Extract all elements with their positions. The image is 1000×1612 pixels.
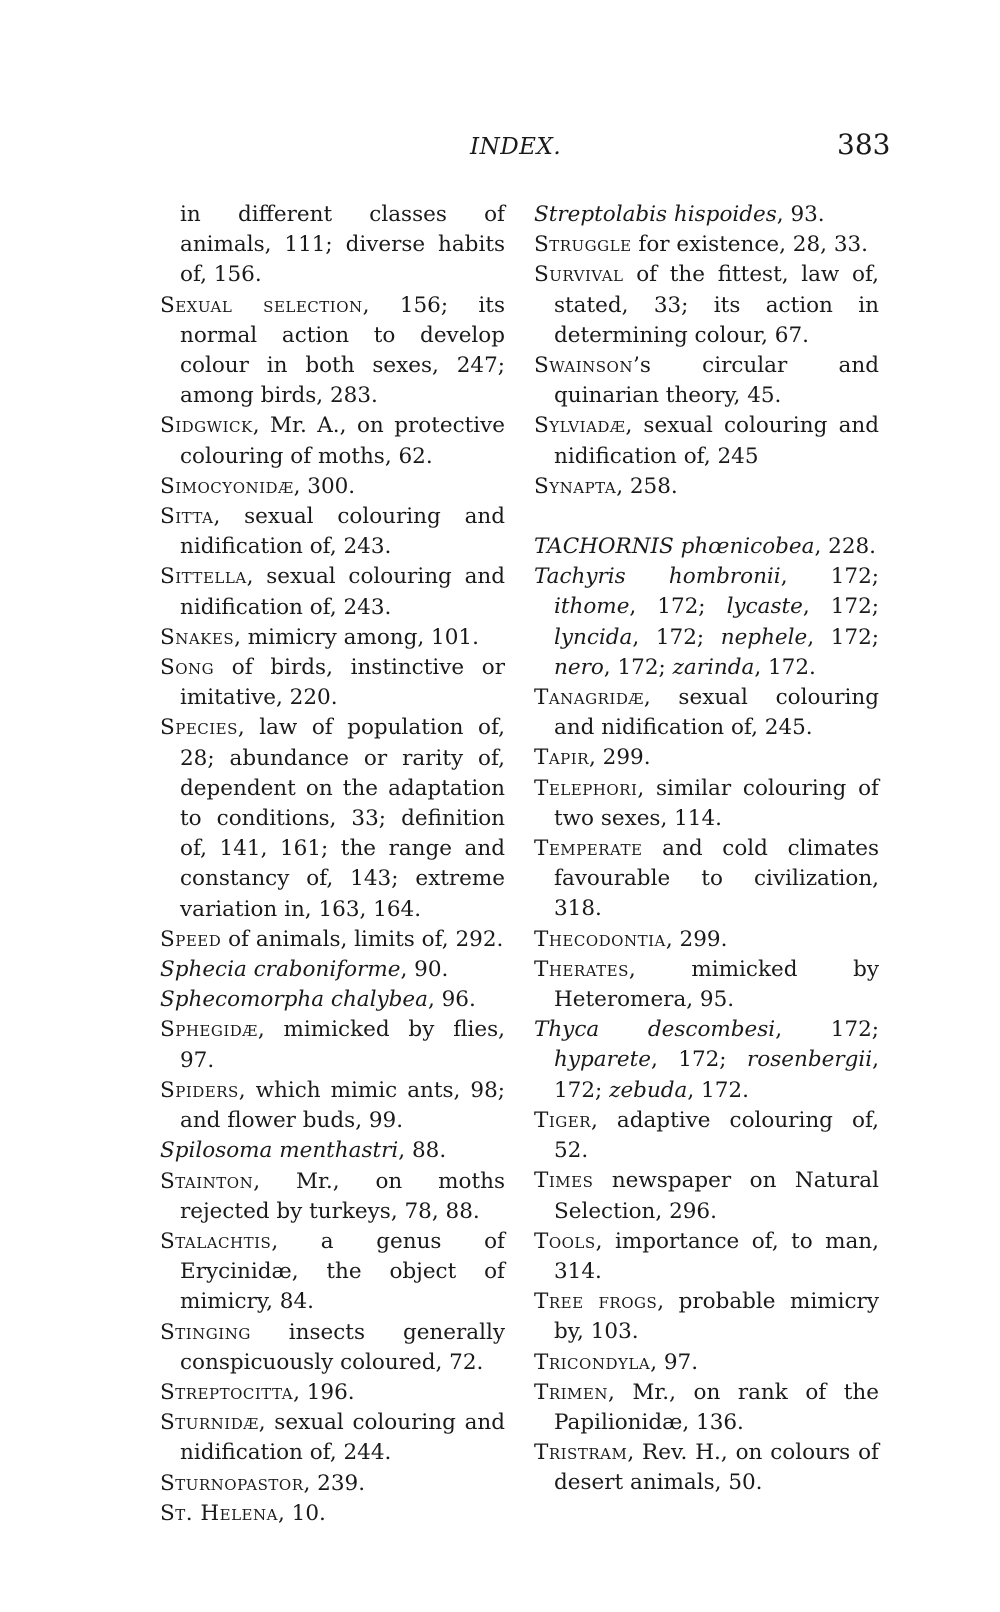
index-heading-italic: hyparete — [554, 1047, 651, 1073]
index-entry — [160, 562, 505, 622]
index-entry — [160, 502, 505, 562]
index-heading: Struggle — [534, 232, 632, 258]
index-text: , 196. — [293, 1379, 355, 1405]
index-text: , sexual colouring and nidification of, 243. — [180, 564, 505, 620]
index-heading: Sidgwick — [160, 413, 253, 439]
index-heading-italic: nephele — [720, 624, 808, 650]
index-entry — [160, 1227, 505, 1318]
index-heading: Sitta — [160, 504, 214, 530]
index-text: , Mr., on moths rejected by turkeys, 78, 88. — [180, 1168, 505, 1224]
index-text: , Rev. H., on colours of desert animals, 50. — [554, 1440, 879, 1496]
index-text: , 299. — [589, 745, 651, 771]
index-text: ’s circular and quinarian theory, 45. — [554, 353, 879, 409]
index-heading: Tree frogs — [534, 1289, 658, 1315]
index-column-left — [160, 200, 505, 1529]
index-text: , 172; — [802, 594, 879, 620]
index-text: , 97. — [650, 1349, 699, 1375]
index-entry — [534, 562, 879, 683]
index-heading: Sphegidæ — [160, 1017, 258, 1043]
index-heading-italic: nero — [554, 654, 604, 680]
index-entry — [534, 351, 879, 411]
index-text: , Mr. A., on protective colouring of moths, 62. — [180, 413, 505, 469]
page-number: 383 — [837, 128, 891, 161]
index-heading: Sturnopastor — [160, 1470, 304, 1496]
index-text: , mimicked by flies, 97. — [180, 1017, 505, 1073]
index-text: , 88. — [398, 1138, 447, 1164]
index-heading: Sturnidæ — [160, 1410, 259, 1436]
index-entry — [160, 623, 505, 653]
index-entry — [160, 291, 505, 412]
index-text: , 299. — [665, 926, 728, 952]
index-heading-italic: Thyca descombesi — [534, 1017, 776, 1043]
index-text: , probable mimicry by, 103. — [554, 1289, 879, 1345]
index-text: insects generally conspicuously coloured, 72. — [180, 1319, 505, 1375]
index-text: , 172; — [650, 1047, 748, 1073]
index-text: , sexual colouring and nidification of, 244. — [180, 1410, 505, 1466]
index-heading: Synapta — [534, 473, 617, 499]
index-heading-italic: TACHORNIS phœnicobea — [534, 534, 815, 560]
index-entry — [534, 834, 879, 925]
index-entry — [534, 472, 879, 502]
index-entry — [160, 1015, 505, 1075]
index-entry — [160, 1378, 505, 1408]
index-entry — [534, 1438, 879, 1498]
index-text: , 172; — [632, 624, 721, 650]
index-entry — [534, 200, 879, 230]
index-heading-italic: Streptolabis hispoides — [534, 202, 777, 227]
index-text: , 172. — [754, 654, 816, 680]
index-entry — [534, 925, 879, 955]
index-text: , 172; — [807, 624, 879, 650]
index-entry — [534, 955, 879, 1015]
index-entry — [160, 472, 505, 502]
index-text: , law of population of, 28; abundance or rarity of, dependent on the adaptation to conditions, 33; definition of, 141, 161; the range and constancy of, 143; extreme variation in, 163, 164. — [180, 715, 505, 922]
index-entry — [160, 1076, 505, 1136]
index-heading: Tiger — [534, 1107, 591, 1133]
index-entry — [160, 1136, 505, 1166]
index-text: , 172; — [780, 564, 880, 590]
index-heading: Species — [160, 715, 238, 741]
index-heading: Song — [160, 655, 215, 681]
index-entry — [534, 1106, 879, 1166]
index-text: , which mimic ants, 98; and flower buds, 99. — [180, 1077, 505, 1134]
index-text: , sexual colouring and nidification of, 243. — [180, 504, 505, 560]
index-heading-italic: zarinda — [672, 654, 755, 680]
index-heading: Spiders — [160, 1077, 239, 1103]
index-heading-italic: zebuda — [609, 1077, 688, 1103]
index-heading: Stalachtis — [160, 1228, 272, 1254]
index-heading-italic: Tachyris hombronii — [534, 564, 781, 590]
index-text: , 300. — [293, 473, 356, 499]
section-gap — [534, 502, 879, 532]
index-heading: Trimen — [534, 1379, 608, 1405]
index-entry — [160, 1499, 505, 1529]
index-heading: Streptocitta — [160, 1379, 294, 1405]
index-text: , sexual colouring and nidification of, 245. — [554, 685, 879, 741]
index-entry — [160, 411, 505, 471]
index-heading: Simocyonidæ — [160, 473, 294, 499]
index-heading: Stainton — [160, 1168, 254, 1194]
index-heading-italic: rosenbergii — [747, 1047, 873, 1073]
index-heading: Snakes — [160, 624, 235, 650]
index-text: newspaper on Natural Selection, 296. — [554, 1168, 879, 1224]
index-text: , importance of, to man, 314. — [554, 1228, 879, 1284]
index-heading: Therates — [534, 956, 629, 982]
index-text: of animals, limits of, 292. — [221, 926, 504, 952]
index-text: , sexual colouring and nidification of, 245 — [554, 413, 879, 469]
index-column-right — [534, 200, 879, 1499]
index-text: , 90. — [400, 957, 449, 983]
index-heading: Swainson — [534, 353, 633, 379]
index-heading: Times — [534, 1168, 594, 1194]
index-entry — [534, 743, 879, 773]
index-text: , 172; — [603, 654, 673, 680]
index-entry — [160, 713, 505, 924]
index-heading: Tristram — [534, 1440, 628, 1466]
index-text: , 258. — [616, 473, 678, 499]
index-text: , 156; its normal action to develop colour in both sexes, 247; among birds, 283. — [180, 292, 505, 409]
index-entry — [160, 1408, 505, 1468]
index-heading: Sexual selection — [160, 292, 363, 318]
index-heading: Telephori — [534, 775, 638, 801]
index-text: , mimicked by Heteromera, 95. — [554, 956, 879, 1013]
index-entry — [160, 985, 505, 1015]
index-heading: Temperate — [534, 836, 643, 862]
index-heading-italic: lyncida — [554, 624, 633, 650]
index-entry — [534, 1166, 879, 1226]
index-text: of birds, instinctive or imitative, 220. — [180, 655, 505, 711]
index-heading-italic: ithome — [554, 594, 630, 620]
index-text: , adaptive colouring of, 52. — [554, 1107, 879, 1164]
index-text: , similar colouring of two sexes, 114. — [554, 775, 879, 831]
index-text: of the fittest, law of, stated, 33; its action in determining colour, 67. — [554, 262, 879, 348]
index-text: in different classes of animals, 111; diverse habits of, 156. — [180, 202, 505, 288]
index-text: , 96. — [427, 987, 476, 1013]
index-entry-continuation — [160, 200, 505, 291]
index-entry — [534, 532, 879, 562]
index-entry — [160, 1167, 505, 1227]
index-entry — [534, 1287, 879, 1347]
index-heading: Thecodontia — [534, 926, 666, 952]
index-heading: St. Helena — [160, 1500, 278, 1526]
index-text: , 228. — [814, 534, 877, 560]
page-header — [0, 128, 1000, 168]
index-heading: Survival — [534, 262, 624, 288]
index-heading: Sylviadæ — [534, 413, 626, 439]
index-heading-italic: Spilosoma menthastri — [160, 1138, 399, 1164]
index-text: , a genus of Erycinidæ, the object of mimicry, 84. — [180, 1228, 505, 1315]
index-text: , 93. — [776, 202, 825, 227]
index-entry — [534, 230, 879, 260]
index-text: , 10. — [277, 1500, 326, 1526]
index-entry — [534, 411, 879, 471]
index-heading-italic: Sphecomorpha chalybea — [160, 987, 428, 1013]
index-text: , Mr., on rank of the Papilionidæ, 136. — [554, 1379, 879, 1435]
index-heading-italic: Sphecia craboniforme — [160, 957, 401, 983]
index-heading: Sittella — [160, 564, 247, 590]
index-text: , 239. — [303, 1470, 366, 1496]
index-entry — [534, 683, 879, 743]
index-entry — [160, 955, 505, 985]
index-entry — [160, 925, 505, 955]
index-heading: Speed — [160, 926, 222, 952]
index-entry — [534, 774, 879, 834]
index-entry — [534, 1015, 879, 1106]
index-heading: Tapir — [534, 745, 589, 771]
index-entry — [534, 1227, 879, 1287]
index-entry — [160, 1318, 505, 1378]
index-entry — [534, 260, 879, 351]
index-text: , 172; — [629, 594, 727, 620]
index-entry — [160, 1469, 505, 1499]
index-heading: Tanagridæ — [534, 685, 644, 711]
index-heading-italic: lycaste — [726, 594, 803, 620]
index-heading: Tricondyla — [534, 1349, 651, 1375]
index-text: , 172; — [554, 1047, 879, 1103]
index-text: , 172. — [687, 1077, 749, 1103]
running-title: INDEX. — [470, 134, 562, 160]
index-text: , 172; — [775, 1017, 879, 1043]
index-entry — [534, 1348, 879, 1378]
index-heading: Tools — [534, 1228, 596, 1254]
index-text: , mimicry among, 101. — [234, 624, 479, 650]
index-entry — [160, 653, 505, 713]
index-entry — [534, 1378, 879, 1438]
index-text: and cold climates favourable to civilization, 318. — [554, 836, 879, 922]
index-text: for existence, 28, 33. — [631, 232, 869, 258]
index-heading: Stinging — [160, 1319, 251, 1345]
